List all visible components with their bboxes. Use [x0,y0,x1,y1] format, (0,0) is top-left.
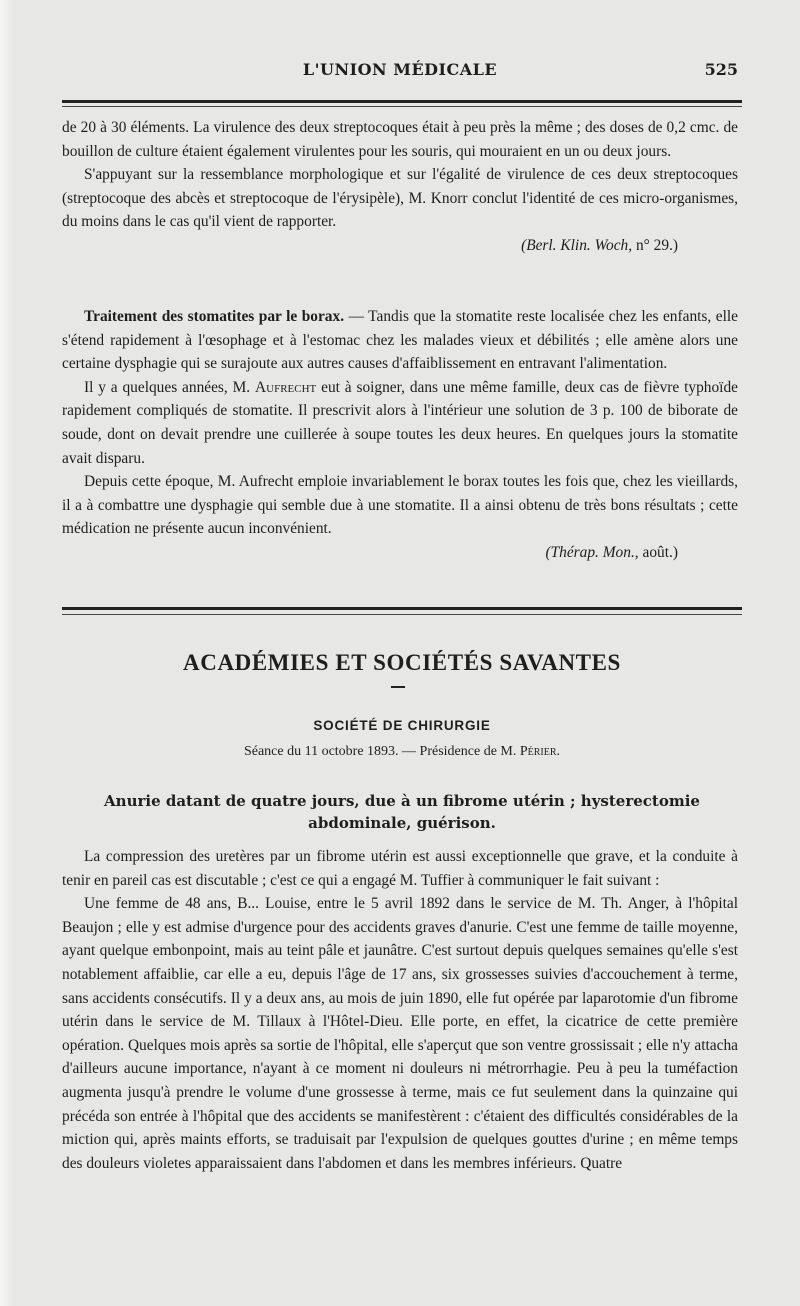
paragraph-text: eut à soigner, dans une même famille, deux cas de fièvre typhoïde rapidement compliqués de stomatite. Il prescrivit alors à l'intérieur une solution de 3 p. 100 de biborate de soude, dont on devait prendre une cuillerée à soupe toutes les deux heures. En quelques jours la stomatite avait disparu. [62,378,738,467]
section-rule-thin [62,614,742,615]
citation [62,541,738,565]
person-name: Aufrecht [255,378,317,396]
paragraph: S'appuyant sur la ressemblance morphologique et sur l'égalité de virulence de ces deux streptocoques (streptocoque des abcès et streptocoque de l'érysipèle), M. Knorr conclut l'identité de ces micro-organismes, du moins dans le cas qu'il vient de rapporter. [62,166,738,231]
article-title: Traitement des stomatites par le borax. [84,308,345,325]
header-rule [62,100,742,103]
running-title: L'UNION MÉDICALE [302,60,498,79]
header-rule-thin [62,106,742,107]
citation-month: août.) [642,543,678,561]
article-streptocoques [62,116,738,258]
page-number: 525 [704,60,738,79]
paragraph [62,305,738,376]
session-end: . [556,744,561,759]
paragraph-text: Il y a quelques années, M. [84,378,251,396]
society-name: SOCIÉTÉ DE CHIRURGIE [313,718,491,733]
paragraph: La compression des uretères par un fibrome utérin est aussi exceptionnelle que grave, et la conduite à tenir en pareil cas est discutable ; c'est ce qui a engagé M. Tuffier à communiquer le fait suivant : [62,848,738,889]
paragraph [62,376,738,470]
section-heading: ACADÉMIES ET SOCIÉTÉS SAVANTES [183,650,621,675]
citation-source: (Berl. Klin. Woch, [521,236,633,254]
article-title: Anurie datant de quatre jours, due à un fibrome utérin ; hysterectomie abdominale, guérison. [104,792,700,832]
paragraph-text: — Tandis que la stomatite reste localisée chez les enfants, elle s'étend rapidement à l'œsophage et à l'estomac chez les malades vieux et débilités ; elle amène alors une certaine dysphagie qui se surajoute aux autres causes d'affaiblissement en entravant l'alimentation. [62,308,738,373]
paragraph: de 20 à 30 éléments. La virulence des deux streptocoques était à peu près la même ; des doses de 0,2 cmc. de bouillon de culture étaient également virulentes pour les souris, qui mouraient en un ou deux jours. [62,119,738,160]
session-line [62,744,742,760]
article-anurie [62,845,738,1175]
citation-source: (Thérap. Mon., [545,543,639,561]
citation-number: n° 29.) [635,236,678,254]
page-header [62,60,738,86]
article-borax [62,305,738,565]
heading-dash [391,686,405,688]
paragraph: Depuis cette époque, M. Aufrecht emploie invariablement le borax toutes les fois que, chez les vieillards, il a à combattre une dysphagie qui semble due à une stomatite. Il a ainsi obtenu de très bons résultats ; cette médication ne présente aucun inconvénient. [62,473,738,538]
paragraph: Une femme de 48 ans, B... Louise, entre le 5 avril 1892 dans le service de M. Th. Anger, à l'hôpital Beaujon ; elle y est admise d'urgence pour des accidents graves d'anurie. C'est une femme de taille moyenne, ayant quelque embonpoint, mais au teint pâle et jaunâtre. C'est surtout depuis quelques semaines qu'elle s'est notablement affaiblie, car elle a eu, depuis l'âge de 17 ans, six grossesses suivies d'accouchement à terme, sans accidents consécutifs. Il y a deux ans, au mois de juin 1890, elle fut opérée par laparotomie d'un fibrome utérin dans le service de M. Tillaux à l'Hôtel-Dieu. Elle porte, en effet, la cicatrice de cette première opération. Quelques mois après sa sortie de l'hôpital, elle s'aperçut que son ventre grossissait ; elle n'y attacha d'ailleurs aucune importance, n'ayant à ce moment ni douleurs ni métrorrhagie. Peu à peu la tuméfaction augmenta jusqu'à prendre le volume d'une grossesse à terme, mais ce fut seulement dans la quinzaine qui précéda son entrée à l'hôpital que des accidents se manifestèrent : c'étaient des difficultés considérables de la miction qui, après maints efforts, se traduisait par l'expulsion de quelques gouttes d'urine ; en même temps des douleurs violetes apparaissaient dans l'abdomen et dans les membres inférieurs. Quatre [62,895,738,1172]
session-text: Séance du 11 octobre 1893. — Présidence de M. [243,744,517,759]
president-name: Périer [519,744,557,759]
section-rule [62,607,742,610]
citation [62,234,738,258]
